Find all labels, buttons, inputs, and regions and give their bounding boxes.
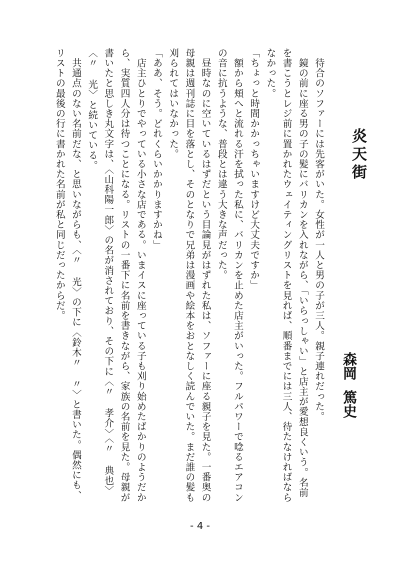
paragraph: 店主ひとりでやっている小さな店である。いまイスに座っている子も刈り始めたばかりのようだから、実質四人分は待つことになる。リストの一番下に名前を書きながら、家族の名前を見た。母親が書いたと思しき丸文字は、〈山科陽一郎〉の名が消されており、その下に〈〃 孝介〉〈〃 典也〉〈〃 光〉と続いている。 (86, 48, 146, 503)
paragraph: 昼時なのに空いているはずだという目論見がはずれた私は、ソファーに座る親子を見た。一番奥の母親は週刊誌に目を落とし、そのとなりで兄弟は漫画や絵本をおとなしく読んでいた。まだ誰の髪も刈られてはいなかった。 (167, 48, 211, 503)
paragraph: 待合のソファーには先客がいた。女性が一人と男の子が三人。親子連れだった。 (313, 48, 324, 422)
story-title: 炎天街 (350, 128, 368, 182)
paragraph: 「ちょっと時間かかっちゃいますけど大丈夫ですか」 (248, 48, 260, 291)
story-body (34, 48, 326, 504)
paragraph: 「ああ、そう。どれくらいかかりますかね」 (150, 48, 162, 250)
author-given-name: 篤史 (341, 390, 357, 418)
page-number: - 4 - (190, 521, 210, 532)
paragraph: 鏡の前に座る男の子の髪にバリカンを入れながら、「いらっしゃい」と店主が愛想良くいう。名前を書こうとレジ前に置かれたウェイティングリストを見れば、順番までには三人、待たなければならなかった。 (264, 48, 308, 503)
author-surname: 森岡 (341, 352, 357, 380)
paragraph: 額から頬へと流れる汗を拭った私に、バリカンを止めた店主がいった。フルパワーで唸るエアコンの音に抗うような、普段とは違う大きな声だった。 (215, 48, 243, 503)
author-name (342, 352, 356, 418)
paragraph: 共通点のない名前だな、と思いながらも、〈〃 光〉の下に〈鈴木〃 〃〉と書いた。偶然にも、リストの最後の行に書かれた名前が私と同じだったからだ。 (53, 48, 81, 501)
